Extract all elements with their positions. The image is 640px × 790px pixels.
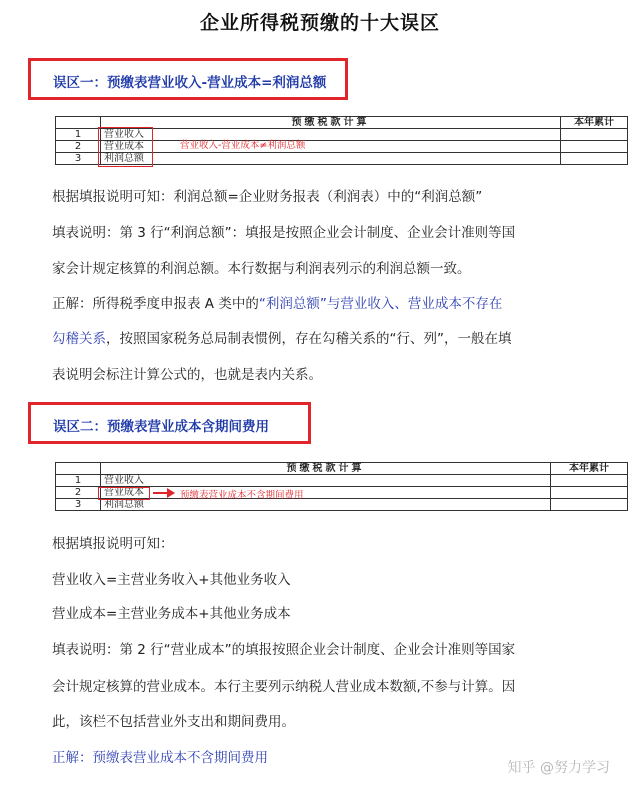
section2-heading: 误区二：预缴表营业成本含期间费用	[53, 419, 269, 435]
section1-para2-line2: 家会计规定核算的利润总额。本行数据与利润表列示的利润总额一致。	[52, 261, 471, 277]
row-value	[561, 141, 628, 153]
section1-para2-line1: 填表说明：第 3 行“利润总额”：填报是按照企业会计制度、企业会计准则等国	[52, 225, 516, 241]
section2-para3: 营业成本=主营业务成本+其他业务成本	[52, 606, 291, 622]
row-value	[561, 153, 628, 165]
row-label: 营业收入	[101, 129, 561, 141]
section1-para3-line2	[52, 327, 512, 347]
table-header-right: 本年累计	[561, 117, 628, 129]
row-label: 利润总额	[101, 499, 551, 511]
row-label: 营业成本	[101, 487, 551, 499]
section2-annotation: 预缴表营业成本不含期间费用	[180, 490, 304, 501]
table-header-right: 本年累计	[551, 463, 628, 475]
row-number: 2	[56, 141, 101, 153]
table-row	[56, 499, 628, 511]
row-label: 营业收入	[101, 475, 551, 487]
row-number: 2	[56, 487, 101, 499]
section2-heading-box	[28, 402, 311, 444]
row-label: 营业成本	[101, 141, 561, 153]
table-row	[56, 475, 628, 487]
section1-heading-box	[28, 58, 348, 100]
table-header-row	[56, 463, 628, 475]
row-number: 1	[56, 475, 101, 487]
table-header: 预缴税款计算	[101, 117, 561, 129]
arrow-right-icon	[153, 487, 175, 499]
section1-highlight-box	[98, 127, 153, 167]
section1-heading: 误区一：预缴表营业收入-营业成本=利润总额	[53, 75, 327, 91]
row-value	[551, 487, 628, 499]
section1-para3-prefix: 正解：所得税季度申报表 A 类中的	[52, 296, 259, 312]
section1-para3-highlight-2: 勾稽关系	[52, 331, 106, 347]
section2-para2: 营业收入=主营业务收入+其他业务收入	[52, 572, 291, 588]
section2-para5: 正解：预缴表营业成本不含期间费用	[52, 750, 268, 766]
row-value	[551, 499, 628, 511]
section2-para1: 根据填报说明可知：	[52, 536, 174, 552]
section1-para3-highlight: “利润总额”与营业收入、营业成本不存在	[258, 296, 503, 312]
row-number: 1	[56, 129, 101, 141]
row-value	[551, 475, 628, 487]
row-number: 3	[56, 153, 101, 165]
page-title: 企业所得税预缴的十大误区	[199, 12, 440, 34]
section2-para4-line1: 填表说明：第 2 行“营业成本”的填报按照企业会计制度、企业会计准则等国家	[52, 642, 516, 658]
section2-para4-line3: 此，该栏不包括营业外支出和期间费用。	[52, 714, 295, 730]
section1-para3-rest: ，按照国家税务总局制表惯例，存在勾稽关系的“行、列”，一般在填	[106, 331, 512, 347]
table-header-num	[56, 117, 101, 129]
table-header-num	[56, 463, 101, 475]
table-header: 预缴税款计算	[101, 463, 551, 475]
section2-highlight-box	[98, 487, 150, 500]
section1-para3-line1	[52, 292, 502, 312]
section1-annotation: 营业收入-营业成本≠利润总额	[180, 140, 306, 151]
watermark: 知乎 @努力学习	[507, 760, 610, 776]
section2-para4-line2: 会计规定核算的营业成本。本行主要列示纳税人营业成本数额,不参与计算。因	[52, 679, 516, 695]
section1-para1: 根据填报说明可知：利润总额=企业财务报表（利润表）中的“利润总额”	[52, 189, 483, 205]
row-label: 利润总额	[101, 153, 561, 165]
row-value	[561, 129, 628, 141]
section1-para3-line3: 表说明会标注计算公式的，也就是表内关系。	[52, 367, 322, 383]
row-number: 3	[56, 499, 101, 511]
